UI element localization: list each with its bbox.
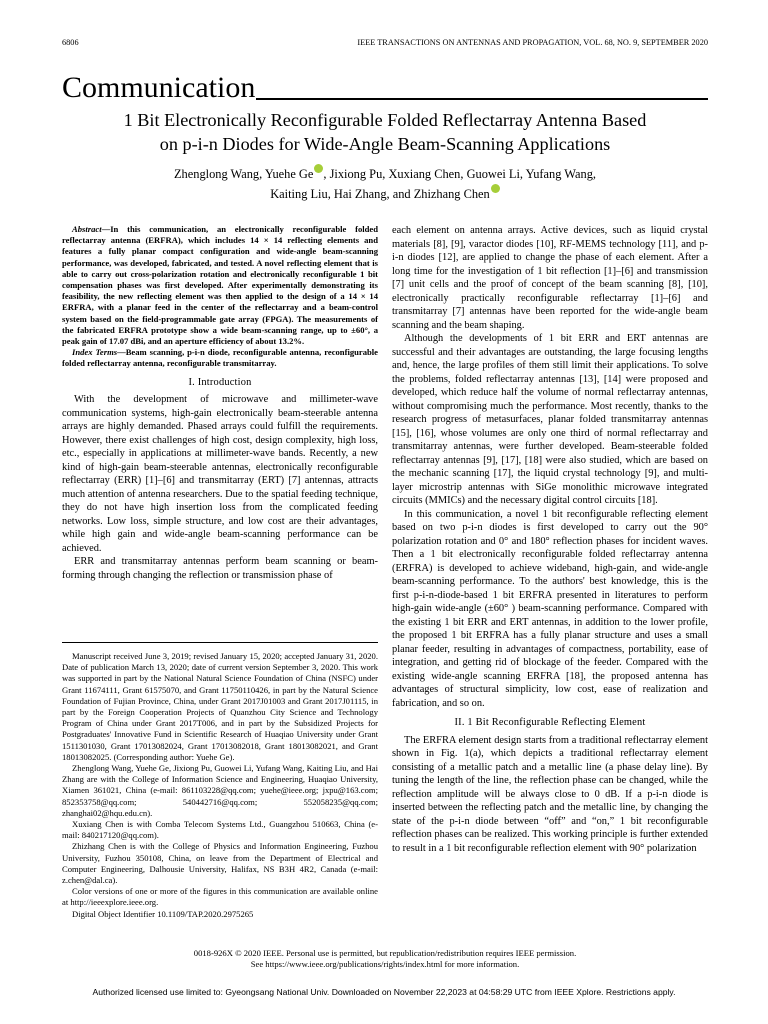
footnote-manuscript: Manuscript received June 3, 2019; revised January 15, 2020; accepted January 31, 2020. Date of publication March 13, 2020; date of current version September 3, 2020. This work was supported in part by the National Natural Science Foundation of China (NSFC) under Grant 11674111, Grant 61575070, and Grant 11750110426, in part by the Natural Science Foundation of Fujian Province, China, under Grant 2017J01003 and Grant 2017J01115, in part by the Foreign Cooperation Projects of Quanzhou City Science and Technology Program of China under Grant 2017T006, and in part by the Subsidized Projects for Postgraduates' Innovative Fund in Scientific Research of Huaqiao University under Grant 1511301030, Grant 17013082024, Grant 17013082018, Grant 18013082021, and Grant 18013082025. (Corresponding author: Yuehe Ge). (62, 651, 378, 762)
abstract (62, 224, 378, 347)
body-paragraph-4: The ERFRA element design starts from a traditional reflectarray element shown in Fig. 1(a), which depicts a traditional reflectarray element consisting of a metallic patch and a metallic line (a phase delay line). By tuning the length of the line, the reflection phase can be changed, while the reflection amplitude will be always close to 0 dB. If a p-i-n diode is inserted between the reflecting patch and the metallic line, by changing the state of the p-i-n diode between “off” and “on,” 1 bit reconfigurable reflection phases can be realized. This working principle is further extended to result in a 1 bit reconfigurable reflection element with 90° polarization (392, 734, 708, 854)
index-terms-text: —Beam scanning, p-i-n diode, reconfigurable antenna, reconfigurable folded reflectarray antenna, reconfigurable transmitarray. (62, 347, 378, 369)
copyright-line-1: 0018-926X © 2020 IEEE. Personal use is permitted, but republication/redistribution requires IEEE permission. (193, 948, 577, 958)
author-list (62, 164, 708, 204)
license-notice: Authorized licensed use limited to: Gyeongsang National Univ. Downloaded on November 22,2023 at 04:58:29 UTC from IEEE Xplore. Restrictions apply. (92, 987, 676, 997)
intro-paragraph-1: With the development of microwave and millimeter-wave communication systems, high-gain electronically beam-steerable antenna arrays are highly demanded. Phased arrays could fulfill the requirements. However, there exist challenges of high cost, design complexity, high loss, etc., especially in applications at millimeter-wave bands. Recently, a new kind of high-gain beam-steerable antennas, electronically reconfigurable reflectarray (ERR) [1]–[6] and transmitarray (ERT) [7] antennas, attracts much attention of antenna researchers. Due to the spatial feeding technique, they do not have high insertion loss from the complicated feeding networks. Low loss, simple structure, and low cost are their advantages, while high gain and wide-angle beam-scanning performance can be achieved. (62, 394, 378, 554)
authors-line-1: Zhenglong Wang, Yuehe Ge (173, 167, 314, 182)
body-paragraph-3: In this communication, a novel 1 bit reconfigurable reflecting element based on two p-i-n diodes is first developed to carry out the 90° polarization rotation and 0° and 180° reflection phases for incident waves. Then a 1 bit electronically reconfigurable folded reflectarray antenna (ERFRA) is developed to achieve wideband, high-gain, and wide-angle beam-scanning performance. To the authors' best knowledge, this is the first p-i-n-diode-based 1 bit ERFRA presented in literatures to perform high-gain wide-angle (±60° ) beam-scanning performance. Compared with the existing 1 bit ERR and ERT antennas, in addition to the lower profile, the proposed 1 bit ERFRA has a fully planar structure and uses a small planar feeder, resulting in advantages of compactness, portability, ease of integration, and getting rid of blockage of the feeder. Compared with the existing wide-angle scanning ERFRA [18], the proposed antenna has advantages of structural simplicity, low cost, ease of realization and fabrication, and so on. (392, 508, 708, 709)
body-paragraph-2: Although the developments of 1 bit ERR and ERT antennas are successful and their advantages are outstanding, the large focusing lengths and, hence, the large profiles of them still limit their applications. To solve the problems, folded reflectarray antennas [13], [14] were proposed and developed, which reduce half the volume of normal reflectarray antennas, without compromising much the performance. Most recently, thanks to the research progress of metasurfaces, planar folded transmitarray antennas [15], [16], whose volumes are only one third of normal reflectarray and transmitarray antennas, were further developed. Beam-steerable folded reflectarray antennas [9], [17], [18] were also studied, which are based on the mechanic scanning [17], the liquid crystal technology [9], and multi-layer microstrip antennas with SiGe monolithic microwave integrated circuits (MMICs) and the necessary digital control circuits [18]. (392, 333, 708, 506)
authors-line-1b: , Jixiong Pu, Xuxiang Chen, Guowei Li, Yufang Wang, (323, 167, 596, 182)
intro-paragraph-2: ERR and transmitarray antennas perform beam scanning or beam-forming through changing the reflection or transmission phase of (62, 556, 378, 581)
paper-title (62, 108, 708, 156)
journal-info: IEEE TRANSACTIONS ON ANTENNAS AND PROPAGATION, VOL. 68, NO. 9, SEPTEMBER 2020 (357, 38, 708, 47)
title-line-2: on p-i-n Diodes for Wide-Angle Beam-Scanning Applications (159, 134, 611, 154)
section-heading-introduction: I. Introduction (188, 376, 252, 388)
orcid-icon[interactable] (491, 184, 500, 193)
index-terms-label: Index Terms (72, 347, 118, 358)
body-paragraph-1: each element on antenna arrays. Active devices, such as liquid crystal materials [8], [9], varactor diodes [10], RF-MEMS technology [11], and p-i-n diodes [12], are applied to change the phase of each element. After a long time for the investigation of 1 bit reflection [1]–[6] and transmission [7] unit cells and the proof of concept of the beam scanning [8], [10], electronically practically reconfigurable reflectarray [1]–[6] and transmitarray [7] antennas have been reported for the wide-angle beam scanning and the beam shaping. (392, 225, 708, 331)
authors-line-2: Kaiting Liu, Hai Zhang, and Zhizhang Chen (270, 187, 490, 202)
footnote-doi: Digital Object Identifier 10.1109/TAP.2020.2975265 (72, 908, 254, 919)
index-terms (62, 347, 378, 369)
copyright-notice (62, 948, 708, 970)
footnote-affiliation-3: Zhizhang Chen is with the College of Physics and Information Engineering, Fuzhou University, Fuzhou 350108, China, on leave from the Department of Electrical and Computer Engineering, Dalhousie University, Halifax, NS B3H 4R2, Canada (e-mail: z.chen@dal.ca). (62, 841, 378, 886)
section-label: Communication (62, 71, 256, 104)
section-heading-element: II. 1 Bit Reconfigurable Reflecting Element (454, 717, 646, 728)
page-number: 6806 (62, 38, 79, 47)
footnote-color: Color versions of one or more of the figures in this communication are available online at http://ieeexplore.ieee.org. (62, 886, 378, 908)
footnote-affiliation-2: Xuxiang Chen is with Comba Telecom Systems Ltd., Guangzhou 510663, China (e-mail: 840217120@qq.com). (62, 819, 378, 841)
section-rule (256, 98, 708, 100)
footnote-affiliation-1: Zhenglong Wang, Yuehe Ge, Jixiong Pu, Guowei Li, Yufang Wang, Kaiting Liu, and Hai Zhang are with the College of Information Science and Engineering, Huaqiao University, Xiamen 361021, China (e-mail: 861103228@qq.com; yuehe@ieee.org; jxpu@163.com; 852353758@qq.com; 540442716@qq.com; 552058235@qq.com; zhanghai02@hqu.edu.cn). (62, 763, 378, 818)
left-column (62, 224, 378, 582)
right-column (392, 224, 708, 855)
footnotes (62, 642, 378, 920)
section-label-row (62, 70, 708, 106)
title-line-1: 1 Bit Electronically Reconfigurable Folded Reflectarray Antenna Based (123, 110, 647, 130)
abstract-text: —In this communication, an electronically reconfigurable folded reflectarray antenna (ERFRA), which includes 14 × 14 reflecting elements and features a fully planar compact configuration and wide-angle beam-scanning performance, was developed, fabricated, and tested. A novel reflecting element that is able to carry out cross-polarization rotation and electronically reconfigurable 1 bit compensation phases was first developed. After experimentally demonstrating its feasibility, the new reflecting element was then applied to the design of a 14 × 14 ERFRA, with a planar feed in the center of the reflectarray and a beam-control system based on the field-programmable gate array (FPGA). The measurements of the fabricated ERFRA prototype show a wide beam-scanning range, up to ±60°, a peak gain of 17.07 dBi, and an aperture efficiency of about 13.2%. (62, 224, 378, 347)
abstract-label: Abstract (72, 224, 102, 234)
copyright-line-2: See https://www.ieee.org/publications/rights/index.html for more information. (250, 959, 520, 970)
